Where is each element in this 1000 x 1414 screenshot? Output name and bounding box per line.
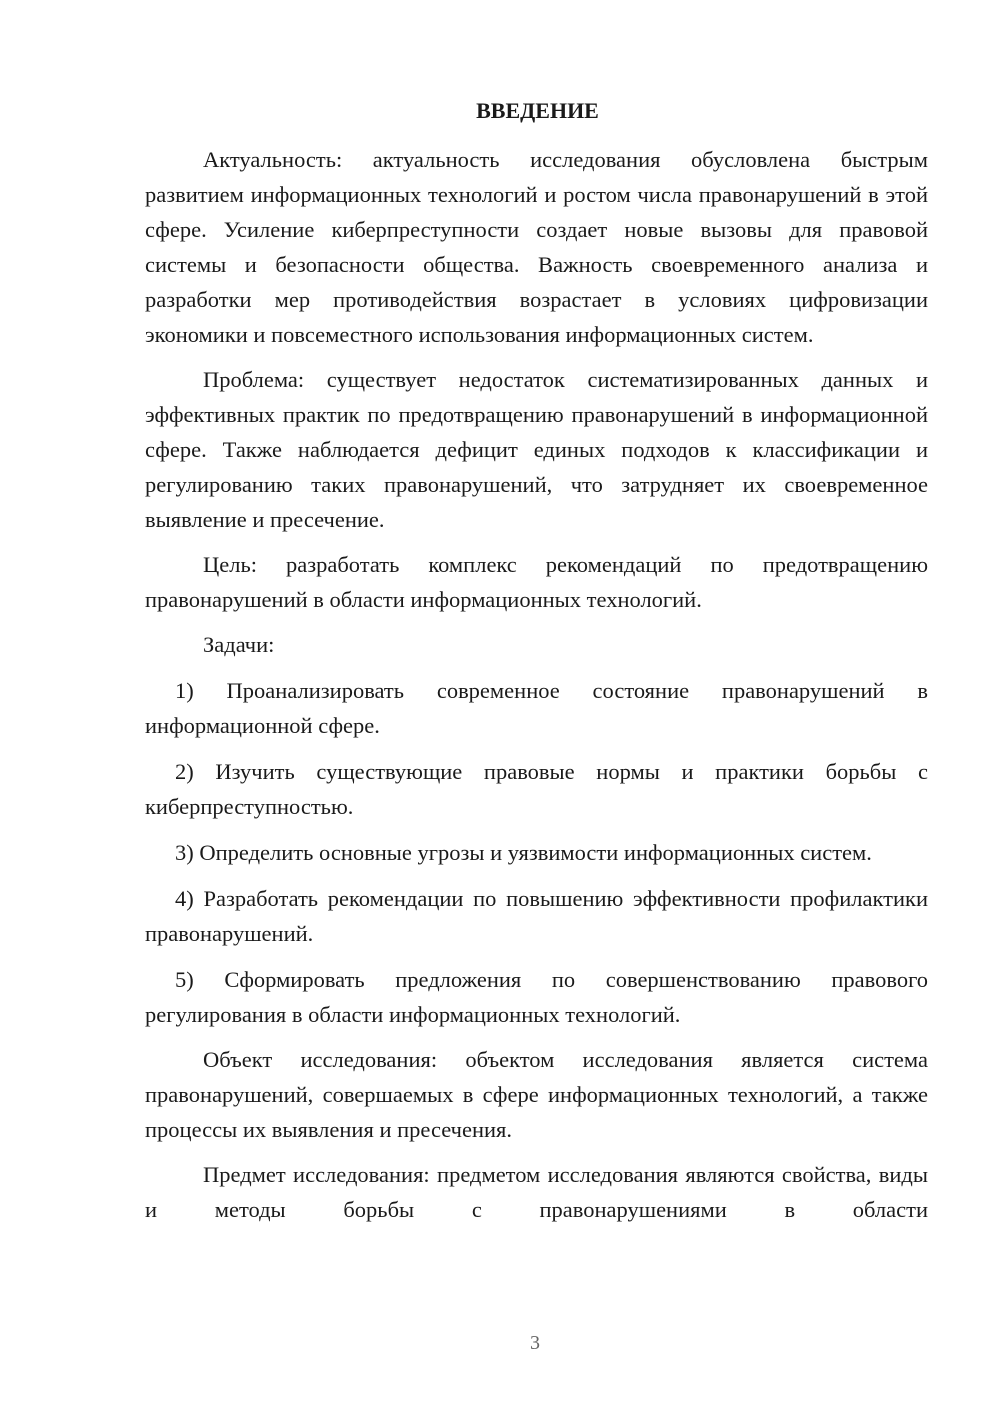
relevance-paragraph: Актуальность: актуальность исследования обусловлена быстрым развитием информационных технологий и ростом числа правонарушений в этой сфере. Усиление киберпреступности создает новые вызовы для правовой системы и безопасности общества. Важность своевременного анализа и разработки мер противодействия возрастает в условиях цифровизации экономики и повсеместного использования информационных систем. bbox=[145, 147, 928, 347]
goal-paragraph: Цель: разработать комплекс рекомендаций по предотвращению правонарушений в области информационных технологий. bbox=[145, 552, 928, 612]
task-item-1: 1) Проанализировать современное состояние правонарушений в информационной сфере. bbox=[145, 678, 928, 738]
section-heading: ВВЕДЕНИЕ bbox=[476, 98, 599, 123]
subject-paragraph: Предмет исследования: предметом исследования являются свойства, виды и методы борьбы с правонарушениями в области bbox=[145, 1162, 928, 1222]
task-item-4: 4) Разработать рекомендации по повышению эффективности профилактики правонарушений. bbox=[145, 886, 928, 946]
task-item-2: 2) Изучить существующие правовые нормы и практики борьбы с киберпреступностью. bbox=[145, 759, 928, 819]
document-page bbox=[145, 94, 928, 1227]
problem-paragraph: Проблема: существует недостаток систематизированных данных и эффективных практик по предотвращению правонарушений в информационной сфере. Также наблюдается дефицит единых подходов к классификации и регулированию таких правонарушений, что затрудняет их своевременное выявление и пресечение. bbox=[145, 367, 928, 532]
task-item-3: 3) Определить основные угрозы и уязвимости информационных систем. bbox=[175, 840, 872, 865]
tasks-label: Задачи: bbox=[203, 632, 275, 657]
page-number: 3 bbox=[530, 1332, 540, 1354]
object-paragraph: Объект исследования: объектом исследования является система правонарушений, совершаемых в сфере информационных технологий, а также процессы их выявления и пресечения. bbox=[145, 1047, 928, 1142]
task-item-5: 5) Сформировать предложения по совершенствованию правового регулирования в области информационных технологий. bbox=[145, 967, 928, 1027]
